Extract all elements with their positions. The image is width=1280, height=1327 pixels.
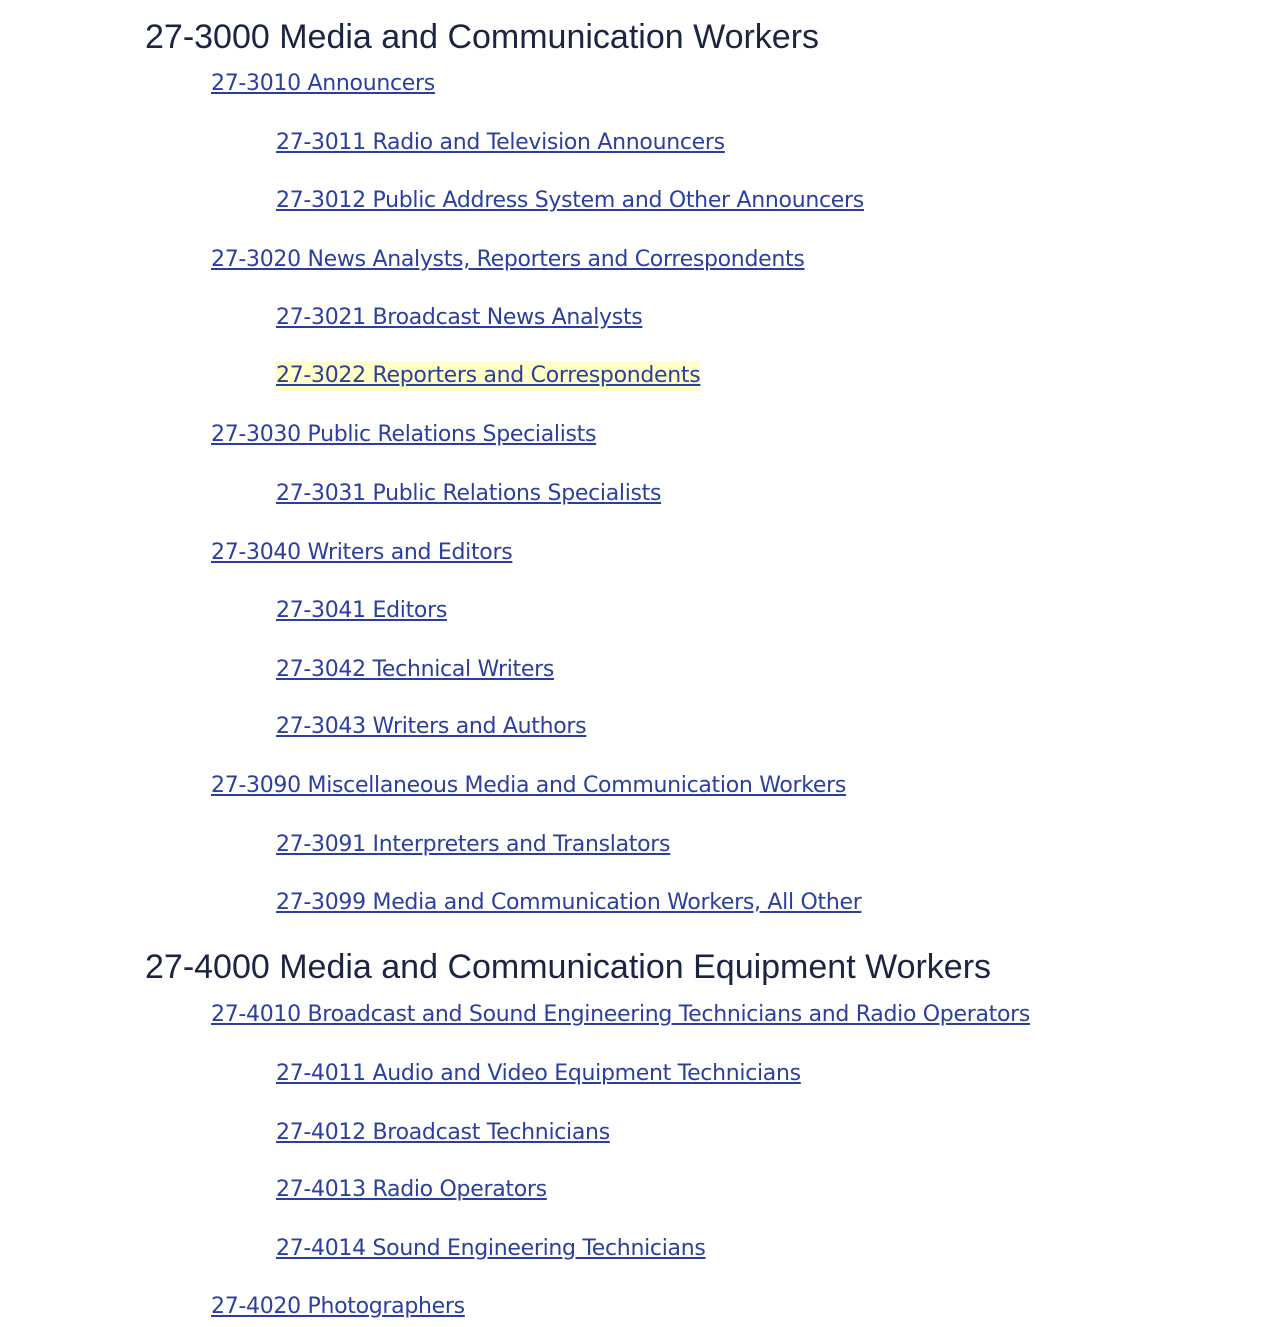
occupation-link[interactable]: 27-4014 Sound Engineering Technicians (276, 1236, 706, 1261)
section-heading: 27-3000 Media and Communication Workers (145, 18, 820, 56)
group-link[interactable]: 27-3040 Writers and Editors (211, 540, 513, 565)
occupation-link[interactable]: 27-3021 Broadcast News Analysts (276, 305, 643, 330)
group-link[interactable]: 27-4010 Broadcast and Sound Engineering Technicians and Radio Operators (211, 1002, 1031, 1027)
occupation-link[interactable]: 27-4011 Audio and Video Equipment Technicians (276, 1061, 801, 1086)
occupation-link[interactable]: 27-3091 Interpreters and Translators (276, 832, 671, 857)
occupation-link[interactable]: 27-3012 Public Address System and Other Announcers (276, 188, 864, 213)
group-link[interactable]: 27-3090 Miscellaneous Media and Communication Workers (211, 773, 847, 798)
occupation-link[interactable]: 27-3041 Editors (276, 598, 447, 623)
occupation-link[interactable]: 27-4012 Broadcast Technicians (276, 1120, 610, 1145)
occupation-link[interactable]: 27-3011 Radio and Television Announcers (276, 130, 725, 155)
occupation-link[interactable]: 27-3043 Writers and Authors (276, 714, 587, 739)
group-link[interactable]: 27-4020 Photographers (211, 1294, 465, 1319)
occupation-link[interactable]: 27-4013 Radio Operators (276, 1177, 547, 1202)
section-heading: 27-4000 Media and Communication Equipment Workers (145, 948, 992, 986)
group-link[interactable]: 27-3030 Public Relations Specialists (211, 422, 597, 447)
occupation-link[interactable]: 27-3099 Media and Communication Workers, All Other (276, 890, 862, 915)
occupation-link[interactable]: 27-3042 Technical Writers (276, 657, 555, 682)
occupation-link[interactable]: 27-3022 Reporters and Correspondents (276, 361, 700, 391)
group-link[interactable]: 27-3020 News Analysts, Reporters and Correspondents (211, 247, 805, 272)
occupation-link[interactable]: 27-3031 Public Relations Specialists (276, 481, 662, 506)
group-link[interactable]: 27-3010 Announcers (211, 71, 435, 96)
